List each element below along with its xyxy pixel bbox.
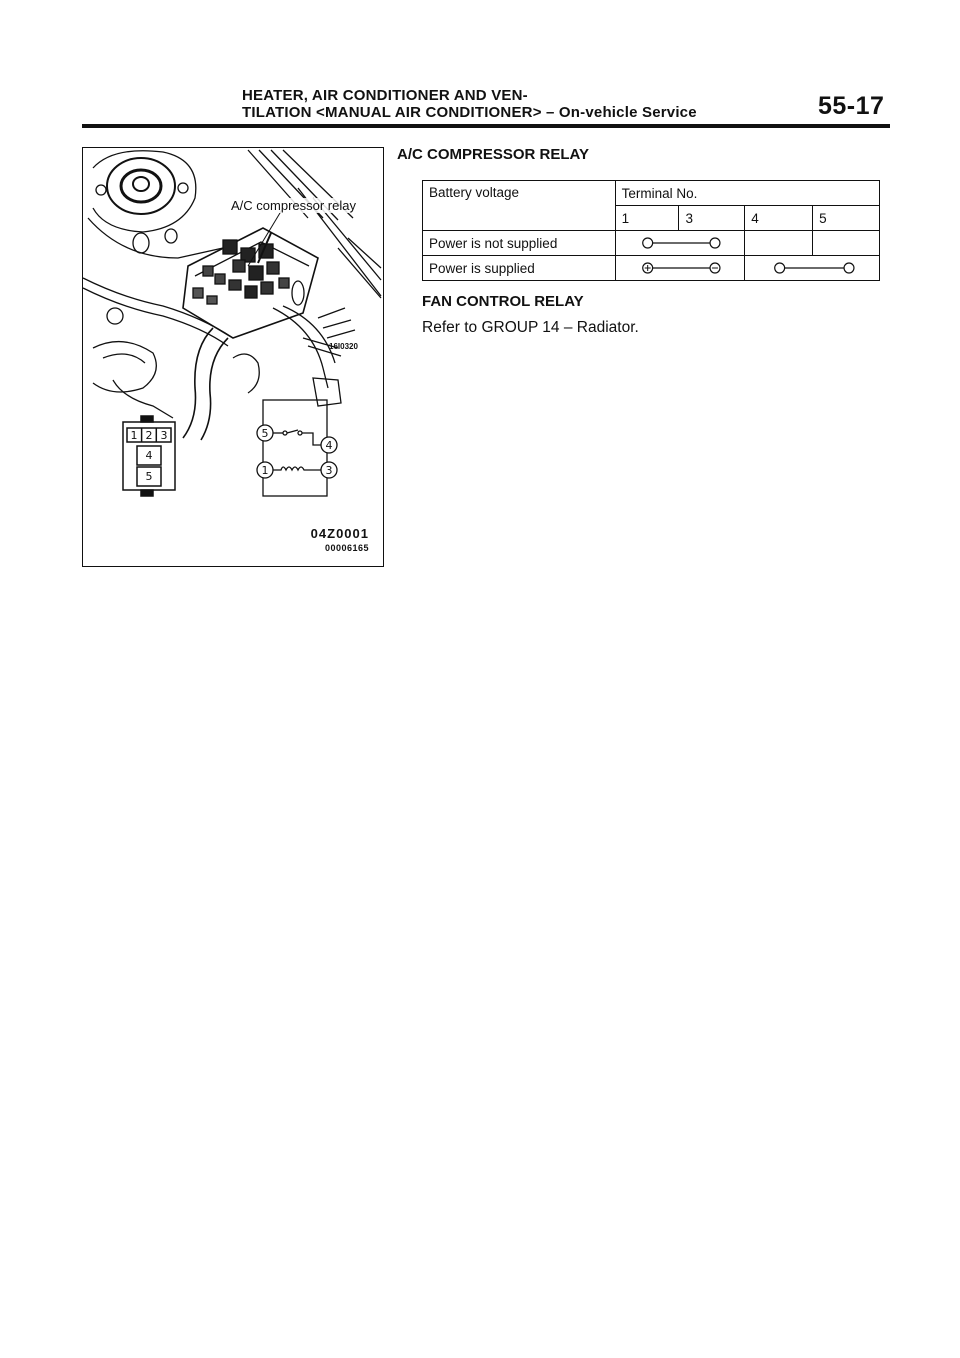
terminal-5-header: 5 (813, 206, 880, 231)
header-title-line2: TILATION <MANUAL AIR CONDITIONER> – On-vehicle Service (242, 104, 697, 121)
photo-code: 16I0320 (329, 342, 358, 351)
connector-pin-1: 1 (130, 429, 138, 442)
battery-1-3 (615, 256, 745, 281)
circuit-terminal-5: 5 (261, 427, 269, 440)
continuity-5-empty (813, 231, 880, 256)
connector-pin-3: 3 (160, 429, 168, 442)
terminal-3-header: 3 (679, 206, 745, 231)
terminal-4-header: 4 (745, 206, 813, 231)
figure-number: 00006165 (324, 543, 369, 553)
compressor-relay-heading: A/C COMPRESSOR RELAY (397, 146, 589, 163)
connector-pin-4: 4 (145, 449, 153, 462)
page-header-title (242, 87, 697, 121)
figure-id: 04Z0001 (310, 526, 369, 541)
page-number: 55-17 (818, 92, 885, 120)
table-row (423, 256, 880, 281)
continuity-4-5-symbol (745, 256, 879, 280)
circuit-terminal-1: 1 (261, 464, 269, 477)
header-title-line1: HEATER, AIR CONDITIONER AND VEN- (242, 87, 528, 104)
row-condition: Power is not supplied (423, 231, 616, 256)
fan-relay-heading: FAN CONTROL RELAY (422, 293, 584, 310)
table-row (423, 231, 880, 256)
continuity-4-5 (745, 256, 880, 281)
fan-relay-note: Refer to GROUP 14 – Radiator. (422, 319, 639, 336)
connector-pin-2: 2 (145, 429, 153, 442)
header-terminal-no: Terminal No. (615, 181, 879, 206)
circuit-terminal-4: 4 (325, 439, 333, 452)
continuity-4-empty (745, 231, 813, 256)
relay-figure (82, 147, 384, 567)
circuit-terminal-3: 3 (325, 464, 333, 477)
battery-polarity-symbol (616, 256, 745, 280)
header-battery-voltage: Battery voltage (423, 181, 616, 231)
connector-pin-5: 5 (145, 470, 153, 483)
row-condition: Power is supplied (423, 256, 616, 281)
continuity-1-3-symbol (616, 231, 745, 255)
relay-callout-label: A/C compressor relay (231, 198, 356, 213)
header-rule (82, 124, 890, 128)
relay-continuity-table (422, 180, 880, 281)
continuity-1-3 (615, 231, 745, 256)
terminal-1-header: 1 (615, 206, 679, 231)
